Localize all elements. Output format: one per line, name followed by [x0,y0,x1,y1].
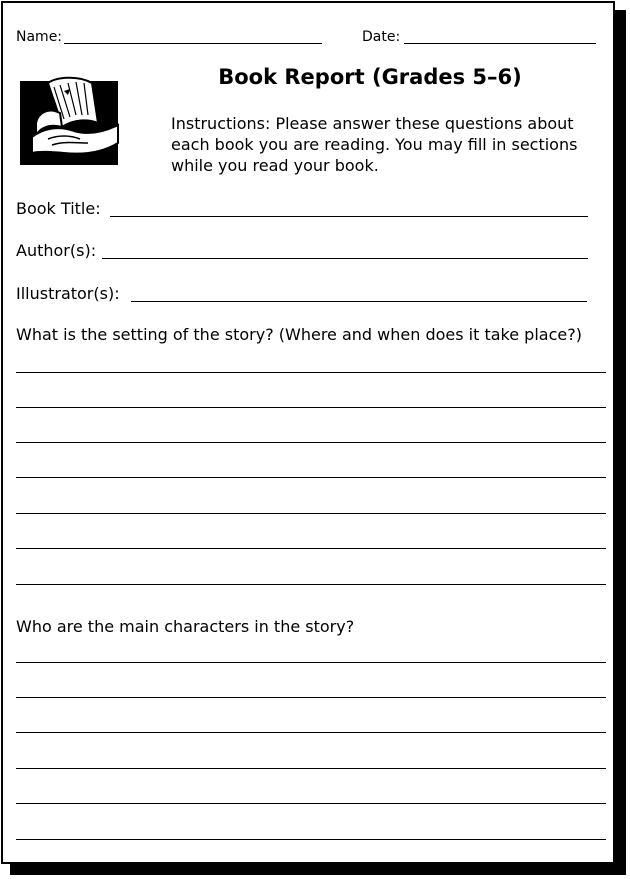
characters-question: Who are the main characters in the story? [16,617,355,636]
page-shadow-right [615,10,626,875]
book-title-label: Book Title: [16,199,101,218]
setting-question: What is the setting of the story? (Where and when does it take place?) [16,325,582,344]
setting-answer-line[interactable] [16,372,606,373]
setting-answer-line[interactable] [16,442,606,443]
setting-answer-line[interactable] [16,477,606,478]
date-field[interactable] [404,43,596,44]
characters-answer-line[interactable] [16,662,606,663]
page-shadow-bottom [10,864,626,875]
illustrators-label: Illustrator(s): [16,284,120,303]
characters-answer-line[interactable] [16,732,606,733]
book-title-field[interactable] [110,216,588,217]
authors-label: Author(s): [16,241,97,260]
page-title: Book Report (Grades 5–6) [218,65,522,89]
setting-answer-line[interactable] [16,407,606,408]
name-label: Name: [16,29,63,45]
authors-field[interactable] [102,258,588,259]
characters-answer-line[interactable] [16,803,606,804]
setting-answer-line[interactable] [16,584,606,585]
characters-answer-line[interactable] [16,768,606,769]
name-field[interactable] [64,43,322,44]
characters-answer-line[interactable] [16,839,606,840]
illustrators-field[interactable] [131,301,587,302]
book-in-hand-icon [18,73,122,167]
characters-answer-line[interactable] [16,697,606,698]
date-label: Date: [362,29,401,45]
setting-answer-line[interactable] [16,513,606,514]
setting-answer-line[interactable] [16,548,606,549]
instructions-text: Instructions: Please answer these questions about each book you are reading. You may fill in sections while you read your book. [171,114,578,175]
